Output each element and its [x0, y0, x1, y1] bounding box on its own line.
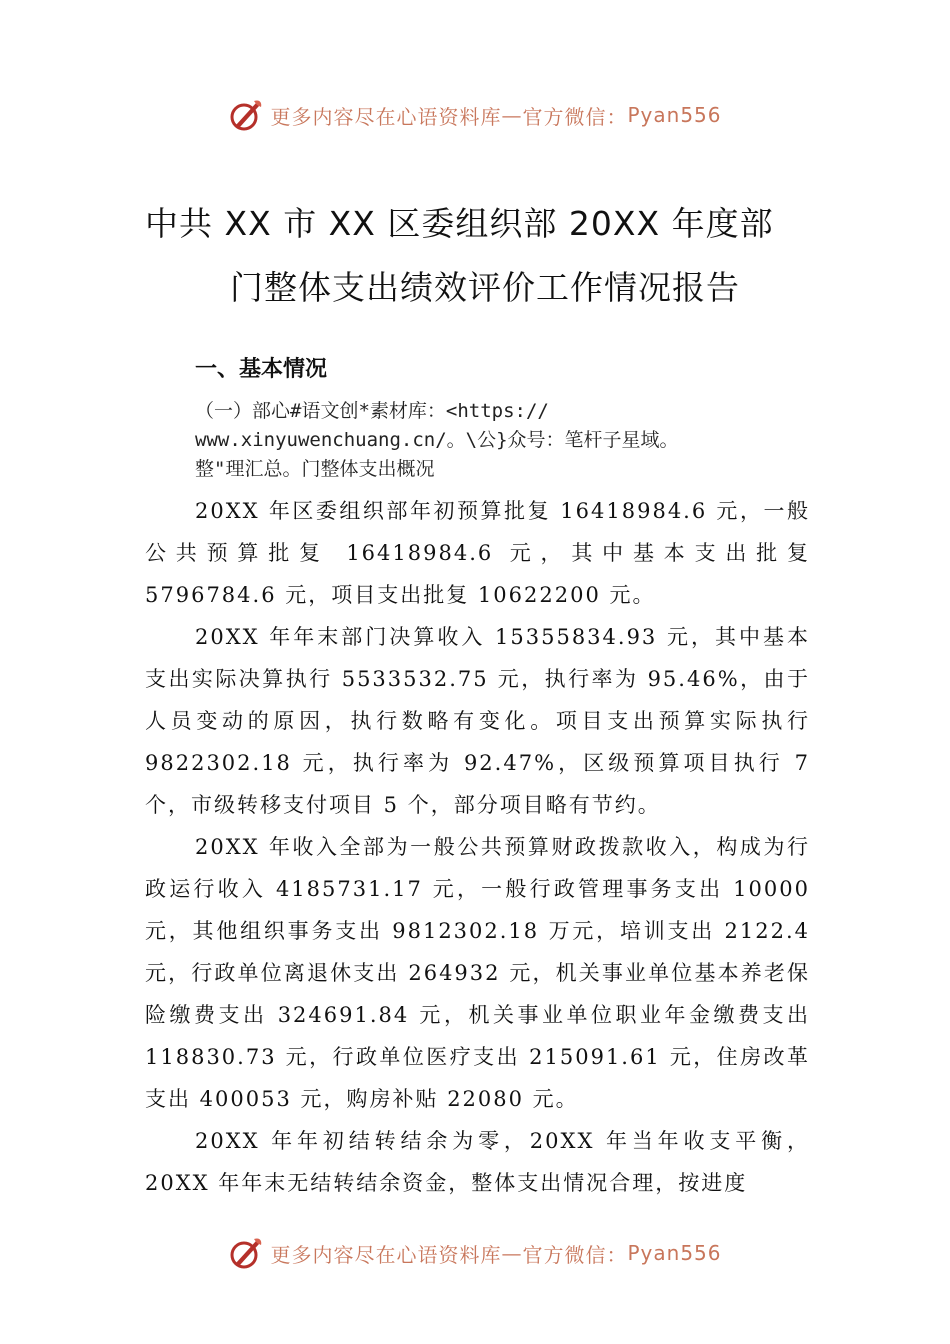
document-title — [145, 192, 825, 320]
watermark-text: 更多内容尽在心语资料库 — [270, 1242, 502, 1267]
paragraph-carryover: 20XX 年年初结转结余为零，20XX 年当年收支平衡，20XX 年年末无结转结余资金，整体支出情况合理，按进度 — [145, 1129, 810, 1195]
paragraph-budget-approval: 20XX 年区委组织部年初预算批复 16418984.6 元，一般公共预算批复 16418984.6 元，其中基本支出批复 5796784.6 元，项目支出批复 10622200 元。 — [145, 499, 810, 607]
sub-heading-overview: （一）部心#语文创*素材库：<https:// www.xinyuwenchuang.cn/。\公}众号：笔杆子星域。 整"理汇总。门整体支出概况 — [195, 400, 679, 480]
document-body — [145, 490, 810, 1204]
watermark-official: 官方微信： — [522, 104, 628, 129]
quill-logo-icon — [228, 1235, 264, 1271]
watermark-dash: — — [501, 103, 523, 127]
watermark-dash: — — [501, 1241, 523, 1265]
document-title-line1: 中共 XX 市 XX 区委组织部 20XX 年度部 — [145, 204, 774, 243]
watermark-footer — [0, 1233, 950, 1273]
watermark-wechat-id: Pyan556 — [627, 103, 722, 127]
watermark-wechat-id: Pyan556 — [627, 1241, 722, 1265]
watermark-official: 官方微信： — [522, 1242, 628, 1267]
paragraph-final-accounts: 20XX 年年末部门决算收入 15355834.93 元，其中基本支出实际决算执行 5533532.75 元，执行率为 95.46%，由于人员变动的原因，执行数略有变化。项目支出预算实际执行 9822302.18 元，执行率为 92.47%，区级预算项目执行 7 个，市级转移支付项目 5 个，部分项目略有节约。 — [145, 625, 810, 817]
paragraph-income-composition: 20XX 年收入全部为一般公共预算财政拨款收入，构成为行政运行收入 4185731.17 元，一般行政管理事务支出 10000 元，其他组织事务支出 9812302.18 万元，培训支出 2122.4 元，行政单位离退休支出 264932 元，机关事业单位基本养老保险缴费支出 324691.84 元，机关事业单位职业年金缴费支出 118830.73 元，行政单位医疗支出 215091.61 元，住房改革支出 400053 元，购房补贴 22080 元。 — [145, 835, 810, 1111]
section-heading-basic-info: 一、基本情况 — [195, 357, 328, 382]
watermark-text: 更多内容尽在心语资料库 — [270, 104, 502, 129]
quill-logo-icon — [228, 97, 264, 133]
watermark-header — [0, 95, 950, 135]
document-title-line2: 门整体支出绩效评价工作情况报告 — [230, 268, 740, 307]
